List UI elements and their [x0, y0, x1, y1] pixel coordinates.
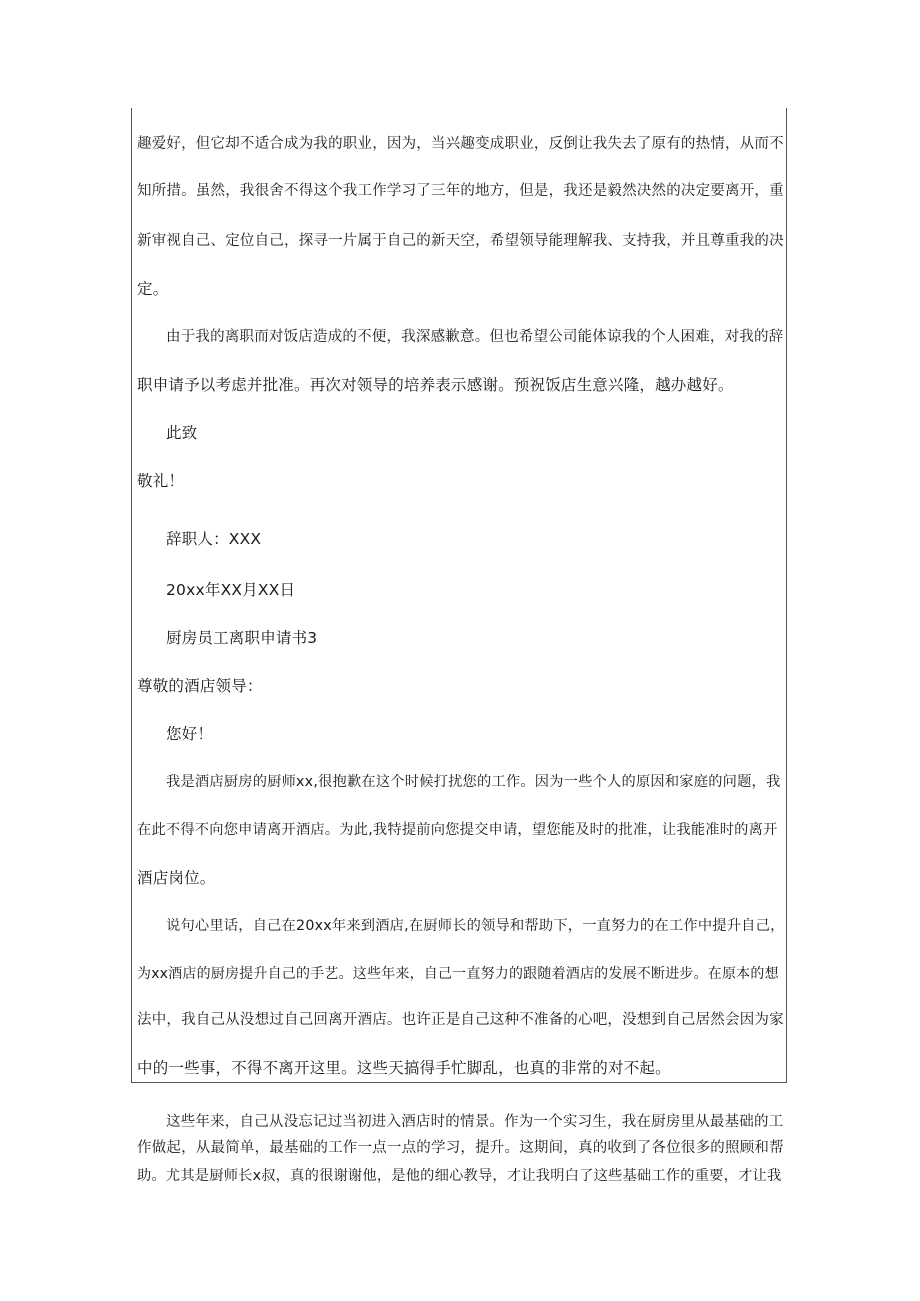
- paragraph-2-line-2: 职申请予以考虑并批准。再次对领导的培养表示感谢。预祝饭店生意兴隆，越办越好。: [137, 376, 734, 394]
- closing-ci-zhi: 此致: [166, 424, 198, 442]
- paragraph-5-line-1: 这些年来，自己从没忘记过当初进入酒店时的情景。作为一个实习生，我在厨房里从最基础的工: [166, 1114, 784, 1130]
- paragraph-1-line-1: 趣爱好，但它却不适合成为我的职业，因为，当兴趣变成职业，反倒让我失去了原有的热情，从而不: [137, 136, 784, 152]
- paragraph-4-line-2: 为xx酒店的厨房提升自己的手艺。这些年来，自己一直努力的跟随着酒店的发展不断进步。在原本的想: [137, 966, 779, 982]
- letter-3-title: 厨房员工离职申请书3: [166, 629, 318, 647]
- closing-jing-li: 敬礼！: [137, 472, 185, 490]
- signature: 辞职人：XXX: [166, 530, 262, 548]
- paragraph-1-line-4: 定。: [137, 280, 169, 298]
- paragraph-3-line-2: 在此不得不向您申请离开酒店。为此,我特提前向您提交申请，望您能及时的批准，让我能准时的离开: [137, 822, 778, 838]
- paragraph-1-line-3: 新审视自己、定位自己，探寻一片属于自己的新天空，希望领导能理解我、支持我，并且尊重我的决: [137, 233, 784, 249]
- paragraph-1-line-2: 知所措。虽然，我很舍不得这个我工作学习了三年的地方，但是，我还是毅然决然的决定要离开，重: [137, 183, 784, 199]
- paragraph-4-line-4: 中的一些事，不得不离开这里。这些天搞得手忙脚乱，也真的非常的对不起。: [137, 1059, 671, 1077]
- paragraph-5-line-2: 作做起，从最简单，最基础的工作一点一点的学习，提升。这期间，真的收到了各位很多的照顾和帮: [137, 1140, 784, 1156]
- paragraph-3-line-1: 我是酒店厨房的厨师xx,很抱歉在这个时候打扰您的工作。因为一些个人的原因和家庭的问题，我: [166, 774, 781, 790]
- date: 20xx年XX月XX日: [166, 581, 296, 599]
- salutation: 尊敬的酒店领导：: [137, 677, 263, 695]
- paragraph-5-line-3: 助。尤其是厨师长x叔，真的很谢谢他，是他的细心教导，才让我明白了这些基础工作的重要，才让我: [137, 1168, 782, 1184]
- paragraph-2-line-1: 由于我的离职而对饭店造成的不便，我深感歉意。但也希望公司能体谅我的个人困难，对我的辞: [166, 329, 784, 345]
- paragraph-3-line-3: 酒店岗位。: [137, 869, 216, 887]
- paragraph-4-line-3: 法中，我自己从没想过自己回离开酒店。也许正是自己这种不准备的心吧，没想到自己居然会因为家: [137, 1012, 784, 1028]
- paragraph-4-line-1: 说句心里话，自己在20xx年来到酒店,在厨师长的领导和帮助下，一直努力的在工作中提升自己，: [166, 918, 785, 934]
- greeting: 您好！: [166, 725, 214, 743]
